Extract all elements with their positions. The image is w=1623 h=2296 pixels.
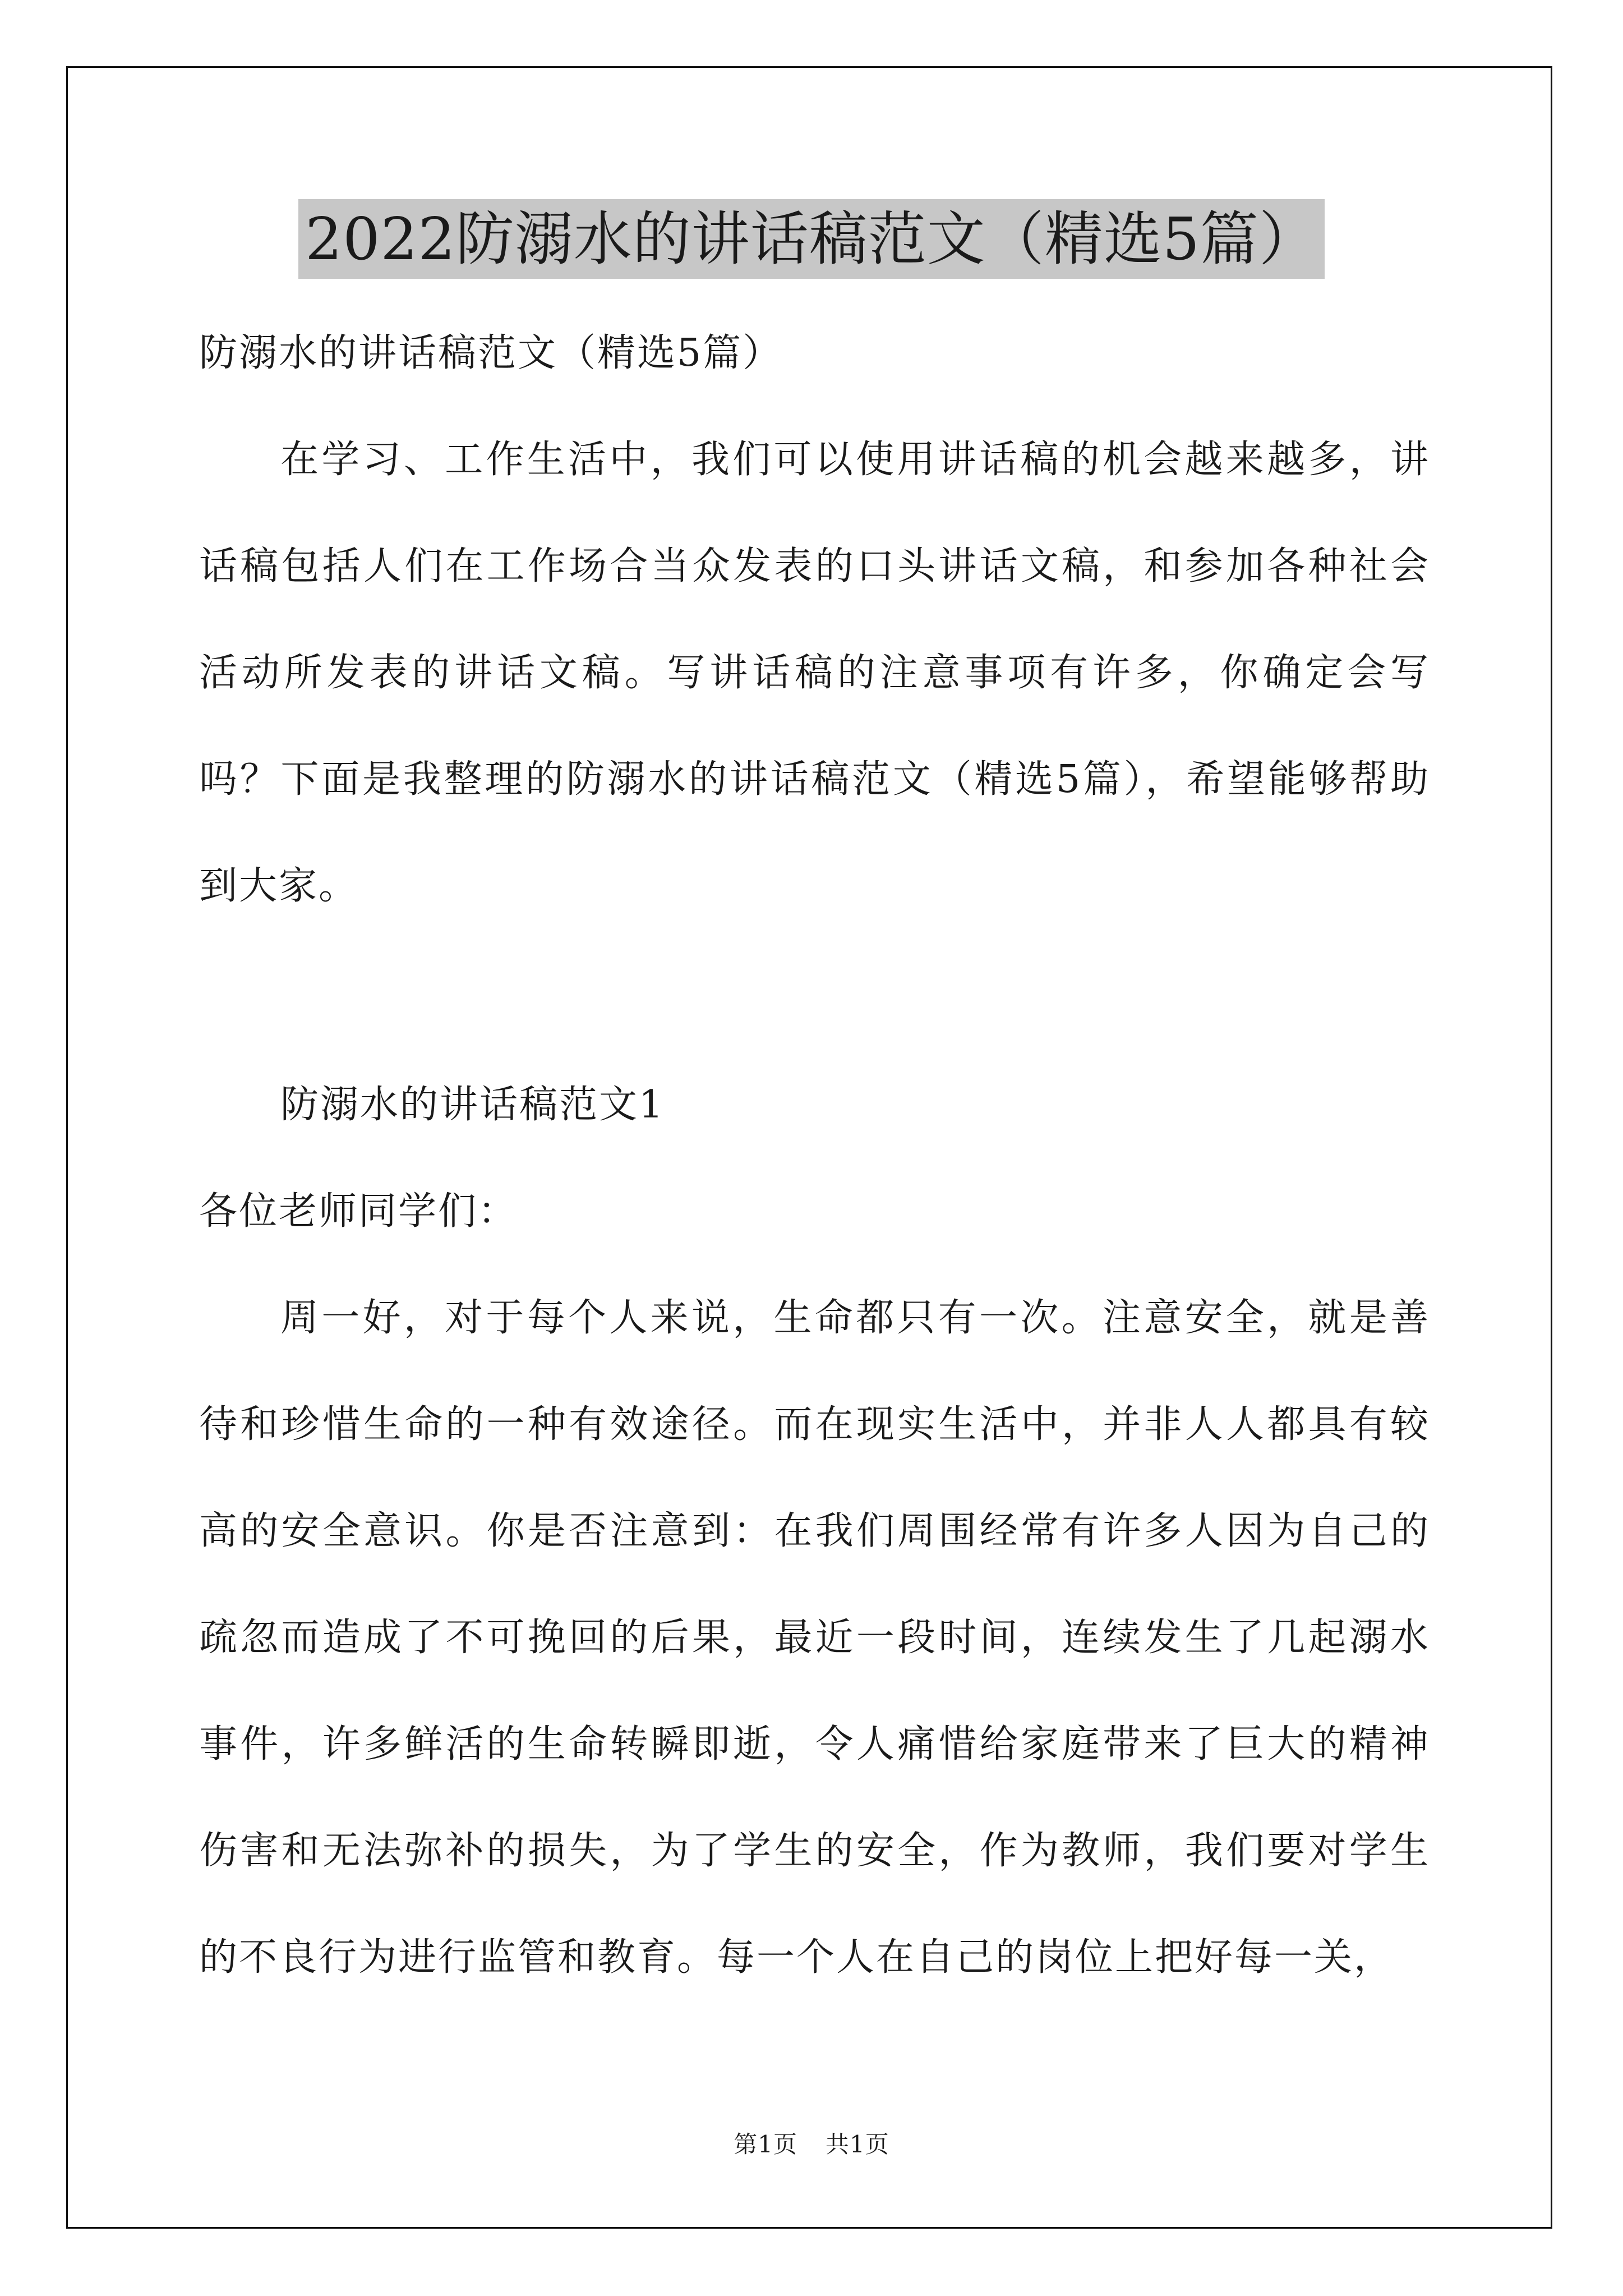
- document-body: [199, 300, 1430, 2011]
- section-spacer: [199, 940, 1430, 1052]
- document-subtitle: 防溺水的讲话稿范文（精选5篇）: [199, 331, 783, 375]
- intro-paragraph: 在学习、工作生活中，我们可以使用讲话稿的机会越来越多，讲话稿包括人们在工作场合当众发表的口头讲话文稿，和参加各种社会活动所发表的讲话文稿。写讲话稿的注意事项有许多，你确定会写吗？下面是我整理的防溺水的讲话稿范文（精选5篇），希望能够帮助到大家。: [199, 438, 1430, 908]
- page-footer: [0, 2126, 1623, 2160]
- document-title: 2022防溺水的讲话稿范文（精选5篇）: [298, 199, 1325, 279]
- title-container: [0, 199, 1623, 279]
- greeting: 各位老师同学们：: [199, 1189, 518, 1234]
- page-number-total: 共1页: [826, 2131, 889, 2158]
- body-paragraph: 周一好，对于每个人来说，生命都只有一次。注意安全，就是善待和珍惜生命的一种有效途径。而在现实生活中，并非人人都具有较高的安全意识。你是否注意到：在我们周围经常有许多人因为自己的疏忽而造成了不可挽回的后果，最近一段时间，连续发生了几起溺水事件，许多鲜活的生命转瞬即逝，令人痛惜给家庭带来了巨大的精神伤害和无法弥补的损失，为了学生的安全，作为教师，我们要对学生的不良行为进行监管和教育。每一个人在自己的岗位上把好每一关，: [199, 1296, 1430, 1980]
- section-heading: 防溺水的讲话稿范文1: [280, 1083, 665, 1127]
- page-number-current: 第1页: [734, 2131, 797, 2158]
